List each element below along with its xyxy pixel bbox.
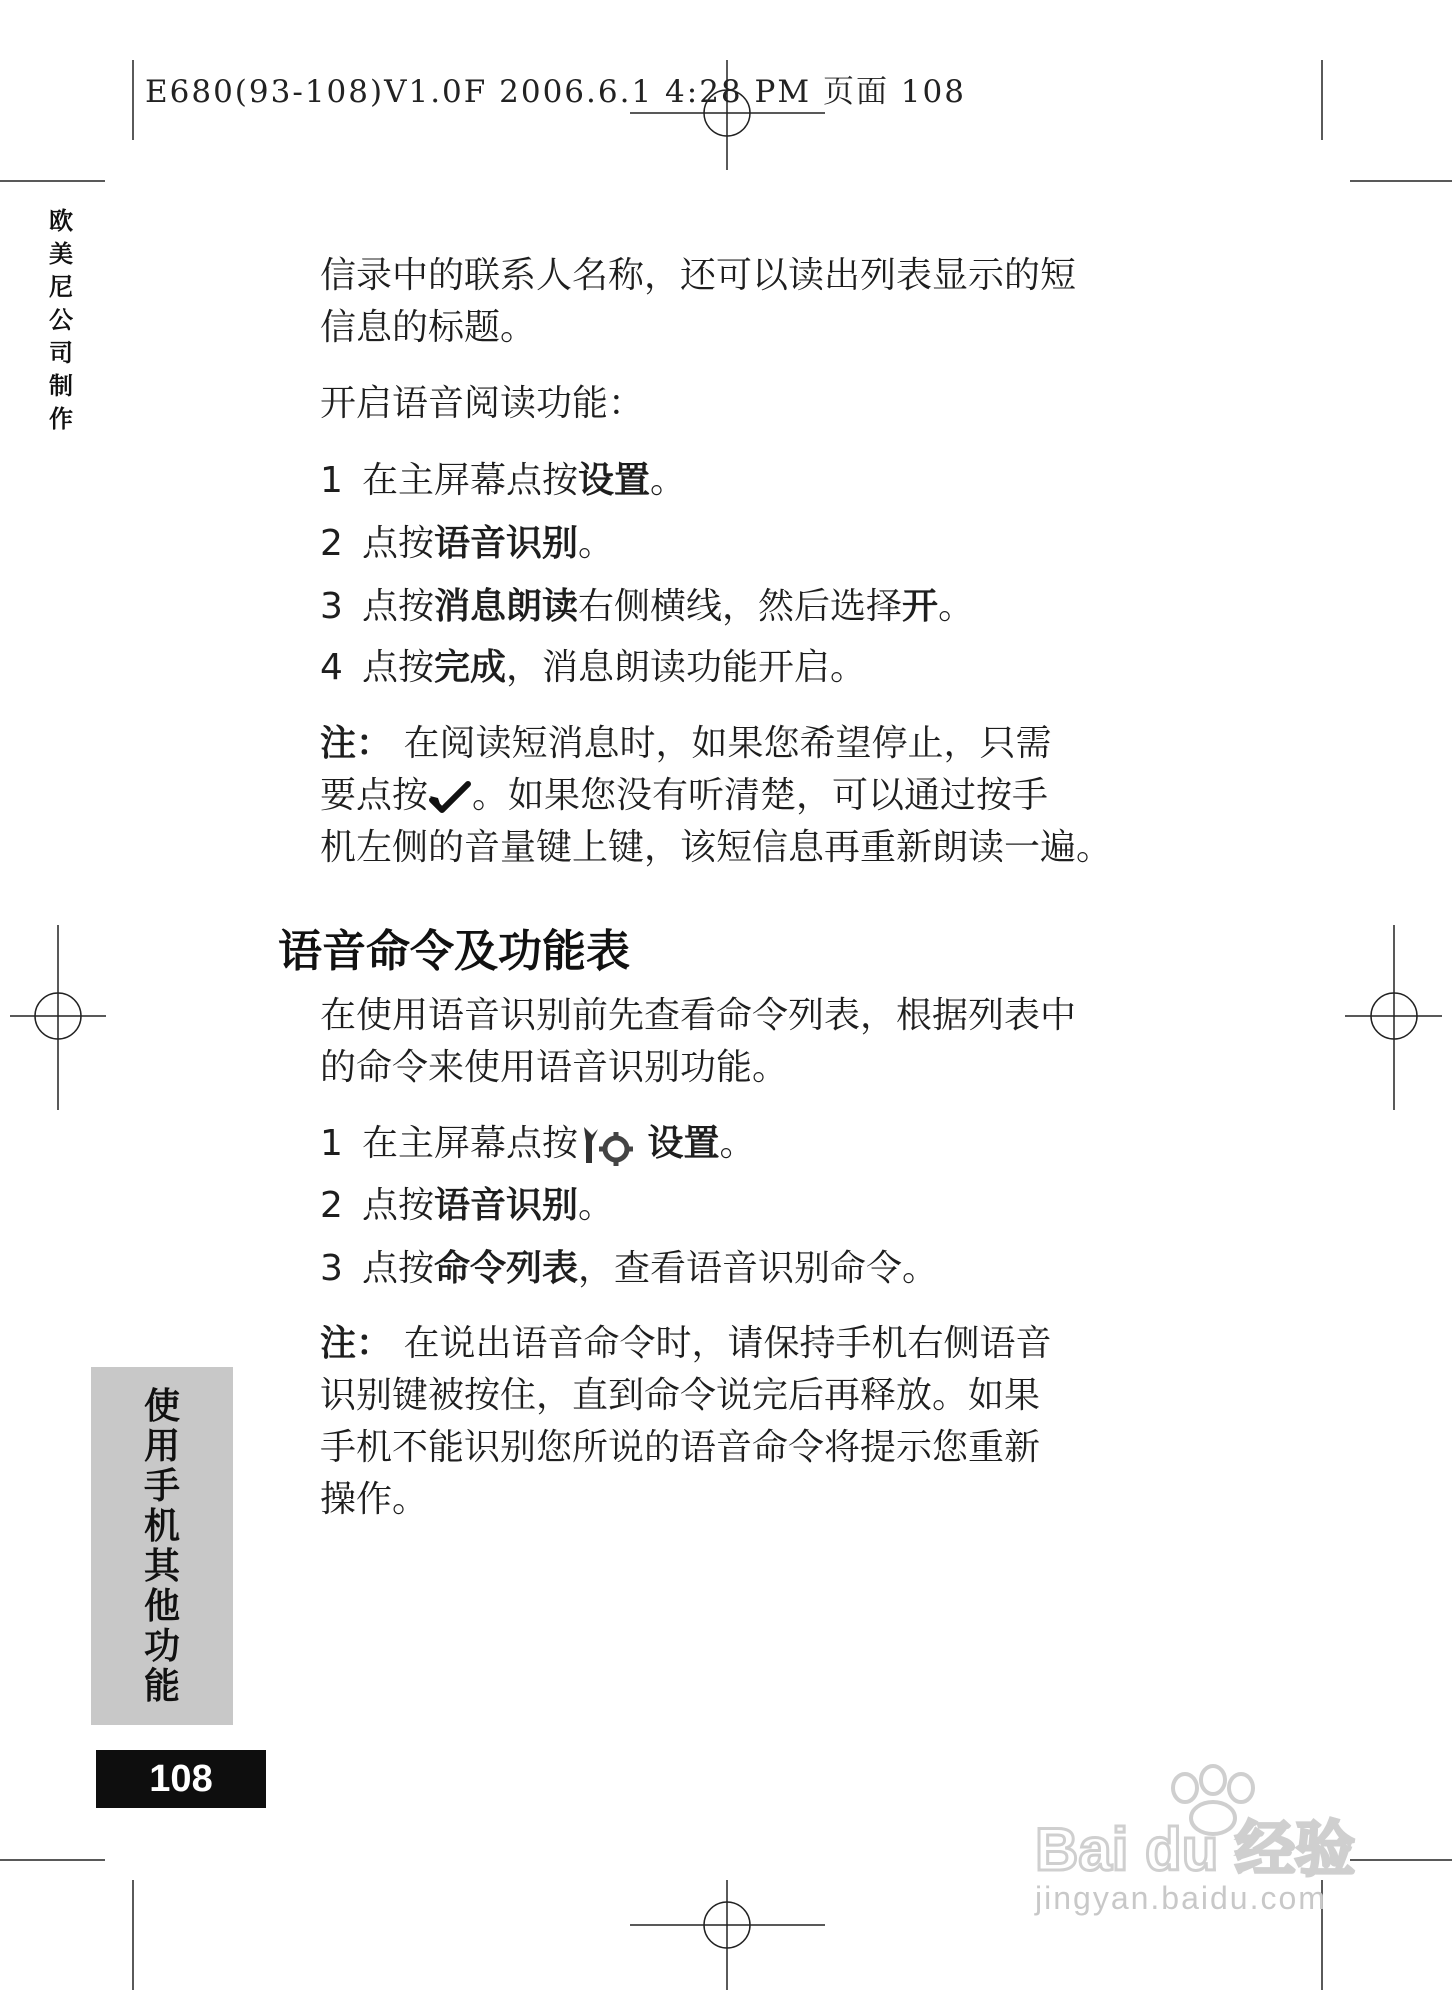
registration-mark-icon — [630, 1880, 825, 1990]
baidu-watermark — [1035, 1760, 1425, 1970]
section1-step-3: 3 点按消息朗读右侧横线，然后选择开。 — [320, 586, 975, 627]
section2-para: 在使用语音识别前先查看命令列表，根据列表中 的命令来使用语音识别功能。 — [320, 995, 1077, 1088]
page-number: 108 — [96, 1750, 266, 1808]
svg-text:Bai du 经验: Bai du 经验 — [1035, 1816, 1356, 1880]
section1-step-4: 4 点按完成，消息朗读功能开启。 — [320, 647, 867, 688]
section1-note: 注： 在阅读短消息时，如果您希望停止，只需 要点按 。如果您没有听清楚，可以通过按手 机左侧的音量键上键，该短信息再重新朗读一遍。 — [320, 723, 1113, 868]
section2-note: 注： 在说出语音命令时，请保持手机右侧语音 识别键被按住，直到命令说完后再释放。如果 手机不能识别您所说的语音命令将提示您重新 操作。 — [320, 1323, 1052, 1520]
section1-step-1: 1 在主屏幕点按设置。 — [320, 460, 687, 501]
section-heading: 语音命令及功能表 — [278, 926, 630, 977]
watermark-url: jingyan.baidu.com — [1035, 1880, 1327, 1916]
section1-step-2: 2 点按语音识别。 — [320, 523, 615, 564]
settings-tools-icon — [578, 1123, 636, 1167]
baidu-paw-icon — [1035, 1760, 1425, 1880]
section1-intro: 开启语音阅读功能： — [320, 383, 645, 424]
print-header: E680(93-108)V1.0F 2006.6.1 4:28 PM 页面 108 — [145, 74, 966, 110]
section1-para: 信录中的联系人名称，还可以读出列表显示的短 信息的标题。 — [320, 255, 1077, 348]
section2-step-2: 2 点按语音识别。 — [320, 1185, 615, 1226]
checkmark-arrow-icon — [428, 780, 472, 814]
section2-step-1: 1 在主屏幕点按 设置。 — [320, 1118, 1170, 1170]
section2-step-3: 3 点按命令列表，查看语音识别命令。 — [320, 1248, 939, 1289]
chapter-tab: 使 用 手 机 其 他 功 能 — [91, 1367, 233, 1725]
side-vertical-label: 欧 美 尼 公 司 制 作 — [49, 207, 73, 433]
